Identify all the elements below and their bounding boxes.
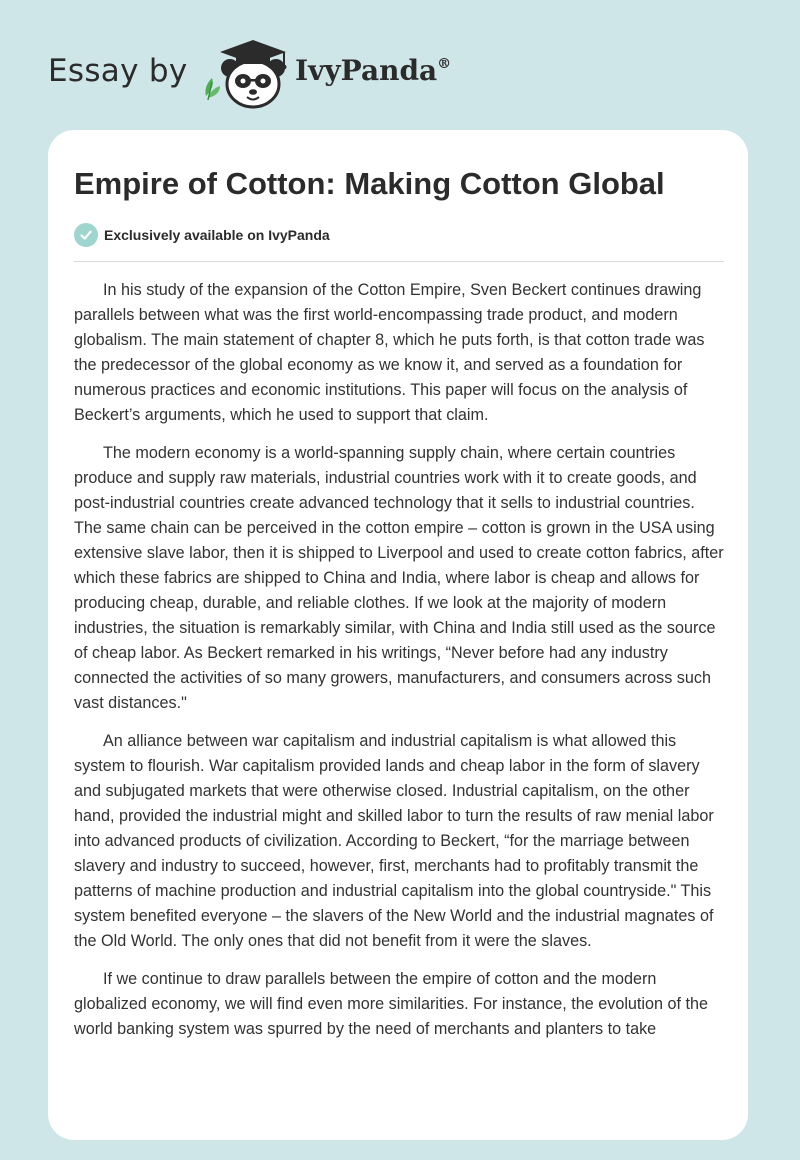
exclusive-badge: [74, 222, 330, 248]
paragraph: In his study of the expansion of the Cotton Empire, Sven Beckert continues drawing parallels between what was the first world-encompassing trade product, and modern globalism. The main statement of chapter 8, which he puts forth, is that cotton trade was the predecessor of the global economy as we know it, and served as a foundation for numerous practices and economic institutions. This paper will focus on the analysis of Beckert’s arguments, which he used to support that claim.: [74, 281, 705, 424]
essay-by-label: Essay by: [48, 53, 188, 89]
paragraph: An alliance between war capitalism and industrial capitalism is what allowed this system to flourish. War capitalism provided lands and cheap labor in the form of slavery and subjugated markets that were otherwise closed. Industrial capitalism, on the other hand, provided the industrial might and skilled labor to turn the results of raw menial labor into advanced products of civilization. According to Beckert, “for the marriage between slavery and industry to succeed, however, first, merchants had to profitably transmit the patterns of machine production and industrial capitalism into the global countryside." This system benefited everyone – the slavers of the New World and the industrial magnates of the Old World. The only ones that did not benefit from it were the slaves.: [74, 732, 714, 950]
essay-body: [74, 278, 726, 1055]
site-header: [48, 34, 508, 114]
brand-name[interactable]: IvyPanda®: [295, 54, 452, 87]
check-circle-icon: [74, 223, 98, 247]
exclusive-badge-label: Exclusively available on IvyPanda: [104, 227, 330, 243]
paragraph: The modern economy is a world-spanning supply chain, where certain countries produce and supply raw materials, industrial countries work with it to create goods, and post-industrial countries create advanced technology that it sells to industrial countries. The same chain can be perceived in the cotton empire – cotton is grown in the USA using extensive slave labor, then it is shipped to Liverpool and used to create cotton fabrics, after which these fabrics are shipped to China and India, where labor is cheap and allows for producing cheap, durable, and reliable clothes. If we look at the majority of modern industries, the situation is remarkably similar, with China and India still used as the source of cheap labor. As Beckert remarked in his writings, “Never before had any industry connected the activities of so many growers, manufacturers, and consumers across such vast distances.": [74, 444, 724, 712]
divider: [74, 261, 724, 262]
panda-graduate-icon[interactable]: [198, 34, 298, 110]
essay-title: Empire of Cotton: Making Cotton Global: [74, 166, 665, 201]
essay-card: [48, 130, 748, 1140]
registered-mark: ®: [437, 55, 452, 72]
paragraph: If we continue to draw parallels between the empire of cotton and the modern globalized economy, we will find even more similarities. For instance, the evolution of the world banking system was spurred by the need of merchants and planters to take: [74, 970, 709, 1038]
